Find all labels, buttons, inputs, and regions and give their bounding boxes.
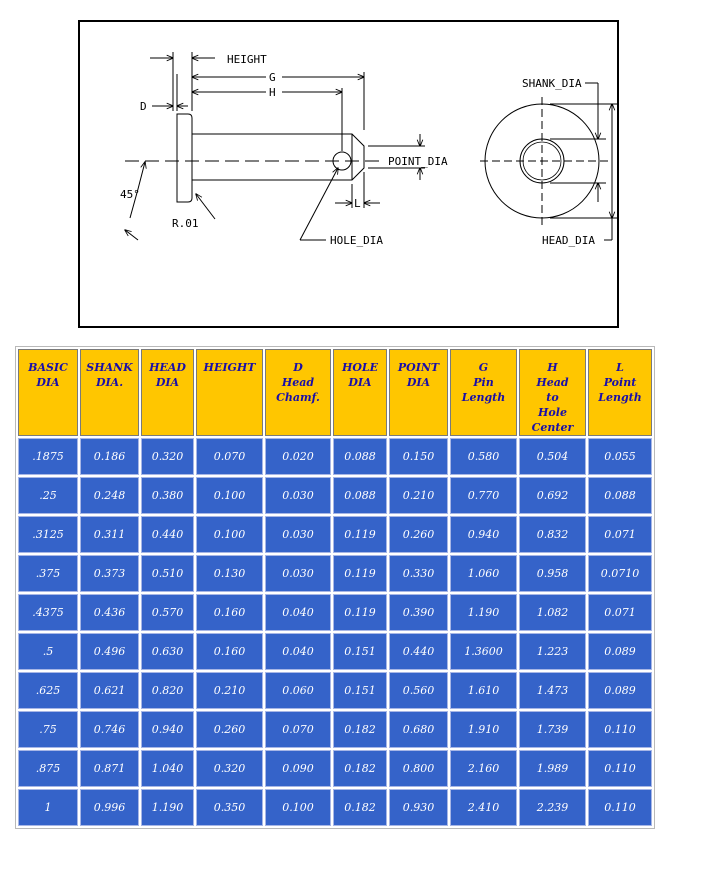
cell-point-dia: 0.440 [389, 633, 448, 670]
cell-d-head-chamf: 0.030 [265, 516, 331, 553]
label-g: G [269, 71, 276, 84]
cell-basic-dia: .5 [18, 633, 78, 670]
cell-g-pin-length: 1.3600 [450, 633, 517, 670]
cell-hole-dia: 0.151 [333, 633, 387, 670]
cell-shank-dia: 0.871 [80, 750, 139, 787]
cell-hole-dia: 0.182 [333, 789, 387, 826]
cell-height: 0.210 [196, 672, 263, 709]
cell-l-point-length: 0.055 [588, 438, 652, 475]
label-point-dia: POINT_DIA [388, 155, 448, 168]
cell-d-head-chamf: 0.040 [265, 633, 331, 670]
cell-l-point-length: 0.088 [588, 477, 652, 514]
cell-shank-dia: 0.186 [80, 438, 139, 475]
cell-g-pin-length: 2.160 [450, 750, 517, 787]
table-row [18, 516, 652, 553]
cell-hole-dia: 0.151 [333, 672, 387, 709]
cell-head-dia: 1.040 [141, 750, 194, 787]
cell-d-head-chamf: 0.070 [265, 711, 331, 748]
clevis-pin-drawing [78, 20, 619, 328]
header-height: HEIGHT [196, 349, 263, 436]
header-d-head-chamf: D Head Chamf. [265, 349, 331, 436]
cell-hole-dia: 0.088 [333, 438, 387, 475]
cell-l-point-length: 0.110 [588, 789, 652, 826]
cell-head-dia: 0.380 [141, 477, 194, 514]
cell-shank-dia: 0.373 [80, 555, 139, 592]
label-angle: 45° [120, 188, 140, 201]
cell-l-point-length: 0.0710 [588, 555, 652, 592]
header-head-dia: HEAD DIA [141, 349, 194, 436]
cell-basic-dia: .4375 [18, 594, 78, 631]
header-point-dia: POINT DIA [389, 349, 448, 436]
table-row [18, 555, 652, 592]
cell-basic-dia: .25 [18, 477, 78, 514]
cell-head-dia: 0.820 [141, 672, 194, 709]
technical-drawing [80, 22, 617, 326]
cell-head-dia: 0.320 [141, 438, 194, 475]
cell-basic-dia: .3125 [18, 516, 78, 553]
cell-hole-dia: 0.119 [333, 594, 387, 631]
label-d: D [140, 100, 147, 113]
header-shank-dia: SHANK DIA. [80, 349, 139, 436]
cell-hole-dia: 0.119 [333, 516, 387, 553]
cell-shank-dia: 0.746 [80, 711, 139, 748]
cell-l-point-length: 0.071 [588, 516, 652, 553]
cell-shank-dia: 0.996 [80, 789, 139, 826]
cell-g-pin-length: 1.910 [450, 711, 517, 748]
cell-point-dia: 0.150 [389, 438, 448, 475]
table-header-row [18, 349, 652, 436]
cell-basic-dia: .375 [18, 555, 78, 592]
cell-head-dia: 0.570 [141, 594, 194, 631]
header-g-pin-length: G Pin Length [450, 349, 517, 436]
table-row [18, 672, 652, 709]
cell-g-pin-length: 0.940 [450, 516, 517, 553]
cell-h-head-to-hole-center: 0.958 [519, 555, 586, 592]
label-head-dia: HEAD_DIA [542, 234, 595, 247]
cell-head-dia: 0.510 [141, 555, 194, 592]
cell-d-head-chamf: 0.020 [265, 438, 331, 475]
cell-h-head-to-hole-center: 1.989 [519, 750, 586, 787]
cell-d-head-chamf: 0.090 [265, 750, 331, 787]
label-shank-dia: SHANK_DIA [522, 77, 582, 90]
cell-height: 0.260 [196, 711, 263, 748]
cell-head-dia: 0.630 [141, 633, 194, 670]
table-row [18, 750, 652, 787]
cell-basic-dia: .625 [18, 672, 78, 709]
cell-l-point-length: 0.110 [588, 750, 652, 787]
cell-hole-dia: 0.119 [333, 555, 387, 592]
cell-height: 0.130 [196, 555, 263, 592]
cell-point-dia: 0.930 [389, 789, 448, 826]
pin-shank [192, 134, 364, 180]
cell-h-head-to-hole-center: 0.832 [519, 516, 586, 553]
cell-g-pin-length: 1.190 [450, 594, 517, 631]
cell-height: 0.070 [196, 438, 263, 475]
cell-l-point-length: 0.089 [588, 672, 652, 709]
cell-g-pin-length: 0.770 [450, 477, 517, 514]
cell-height: 0.100 [196, 516, 263, 553]
table-body [18, 438, 652, 826]
cell-l-point-length: 0.089 [588, 633, 652, 670]
cell-basic-dia: 1 [18, 789, 78, 826]
cell-hole-dia: 0.182 [333, 711, 387, 748]
cell-h-head-to-hole-center: 1.473 [519, 672, 586, 709]
pin-head [177, 114, 192, 202]
cell-shank-dia: 0.248 [80, 477, 139, 514]
label-height: HEIGHT [227, 53, 267, 66]
cell-g-pin-length: 0.580 [450, 438, 517, 475]
cell-d-head-chamf: 0.040 [265, 594, 331, 631]
label-hole-dia: HOLE_DIA [330, 234, 383, 247]
cell-point-dia: 0.330 [389, 555, 448, 592]
cell-basic-dia: .1875 [18, 438, 78, 475]
label-h: H [269, 86, 276, 99]
cell-height: 0.160 [196, 633, 263, 670]
cell-height: 0.160 [196, 594, 263, 631]
cell-l-point-length: 0.110 [588, 711, 652, 748]
cell-point-dia: 0.260 [389, 516, 448, 553]
cell-point-dia: 0.210 [389, 477, 448, 514]
cell-head-dia: 0.440 [141, 516, 194, 553]
cell-point-dia: 0.560 [389, 672, 448, 709]
cell-h-head-to-hole-center: 0.504 [519, 438, 586, 475]
cell-hole-dia: 0.088 [333, 477, 387, 514]
cell-shank-dia: 0.436 [80, 594, 139, 631]
cell-d-head-chamf: 0.060 [265, 672, 331, 709]
table-row [18, 438, 652, 475]
cell-height: 0.350 [196, 789, 263, 826]
cell-g-pin-length: 2.410 [450, 789, 517, 826]
cell-h-head-to-hole-center: 1.082 [519, 594, 586, 631]
dimensions-table [15, 346, 655, 829]
header-basic-dia: BASIC DIA [18, 349, 78, 436]
cell-d-head-chamf: 0.100 [265, 789, 331, 826]
cell-g-pin-length: 1.610 [450, 672, 517, 709]
cell-height: 0.100 [196, 477, 263, 514]
cell-basic-dia: .875 [18, 750, 78, 787]
table-row [18, 633, 652, 670]
header-hole-dia: HOLE DIA [333, 349, 387, 436]
cell-basic-dia: .75 [18, 711, 78, 748]
table-row [18, 711, 652, 748]
cell-l-point-length: 0.071 [588, 594, 652, 631]
cell-d-head-chamf: 0.030 [265, 477, 331, 514]
cell-head-dia: 0.940 [141, 711, 194, 748]
cell-shank-dia: 0.496 [80, 633, 139, 670]
cell-point-dia: 0.800 [389, 750, 448, 787]
cell-point-dia: 0.390 [389, 594, 448, 631]
header-h-head-to-hole-center: H Head to Hole Center [519, 349, 586, 436]
cell-h-head-to-hole-center: 2.239 [519, 789, 586, 826]
table-row [18, 594, 652, 631]
cell-shank-dia: 0.621 [80, 672, 139, 709]
cell-h-head-to-hole-center: 1.223 [519, 633, 586, 670]
label-radius: R.01 [172, 217, 199, 230]
table-row [18, 789, 652, 826]
cell-head-dia: 1.190 [141, 789, 194, 826]
cell-d-head-chamf: 0.030 [265, 555, 331, 592]
cell-height: 0.320 [196, 750, 263, 787]
header-l-point-length: L Point Length [588, 349, 652, 436]
cell-point-dia: 0.680 [389, 711, 448, 748]
table-row [18, 477, 652, 514]
cell-g-pin-length: 1.060 [450, 555, 517, 592]
cell-h-head-to-hole-center: 0.692 [519, 477, 586, 514]
cell-hole-dia: 0.182 [333, 750, 387, 787]
cell-shank-dia: 0.311 [80, 516, 139, 553]
cell-h-head-to-hole-center: 1.739 [519, 711, 586, 748]
label-l: L [354, 197, 361, 210]
